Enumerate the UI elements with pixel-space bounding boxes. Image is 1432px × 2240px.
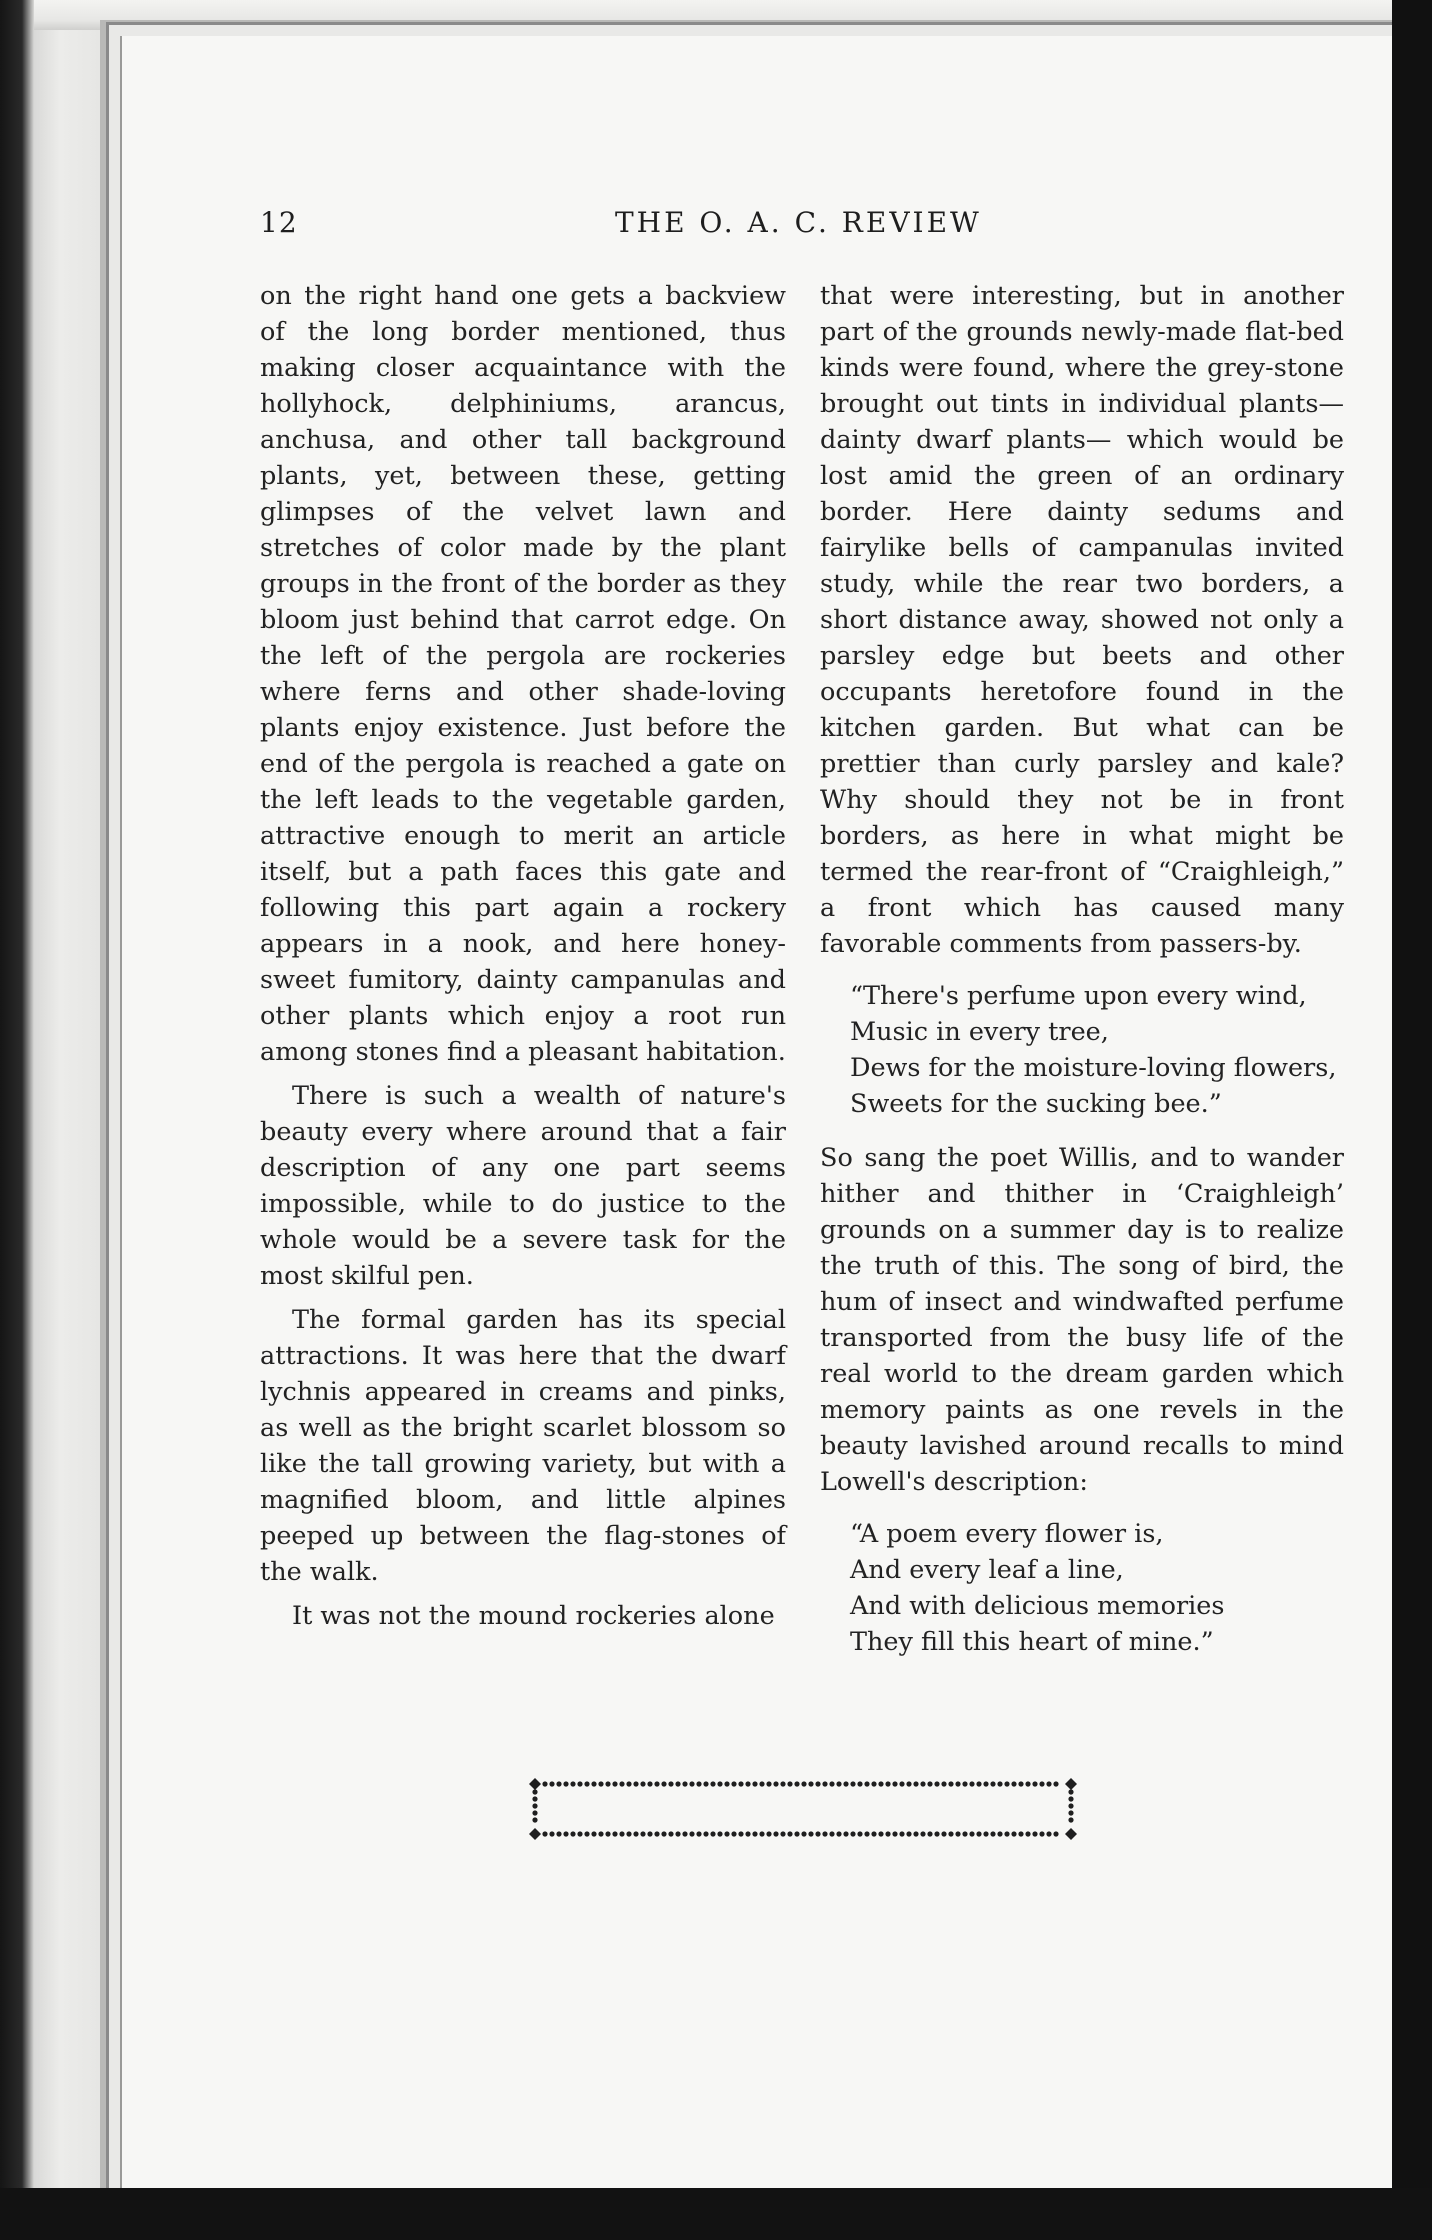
ornament-dot <box>773 1781 778 1786</box>
ornament-dot <box>675 1831 680 1836</box>
ornament-dot <box>1053 1831 1058 1836</box>
ornament-dot <box>815 1781 820 1786</box>
ornament-dot <box>542 1781 547 1786</box>
ornament-dot <box>983 1831 988 1836</box>
ornament-dot <box>836 1781 841 1786</box>
ornament-dot <box>948 1781 953 1786</box>
ornament-dot <box>899 1831 904 1836</box>
ornament-diamond-bottom-left <box>529 1828 541 1840</box>
ornament-dot <box>703 1831 708 1836</box>
ornament-dot <box>857 1781 862 1786</box>
ornament-dot <box>570 1831 575 1836</box>
ornament-dot <box>577 1781 582 1786</box>
ornament-dot <box>955 1831 960 1836</box>
ornament-dot <box>892 1831 897 1836</box>
ornament-dot <box>532 1810 537 1815</box>
ornament-dot <box>990 1831 995 1836</box>
ornament-dot <box>1068 1789 1073 1794</box>
ornament-dot <box>969 1781 974 1786</box>
ornament-dot <box>591 1831 596 1836</box>
ornament-dot <box>696 1781 701 1786</box>
ornament-dot <box>843 1831 848 1836</box>
ornament-dot <box>885 1831 890 1836</box>
ornament-dot <box>864 1831 869 1836</box>
ornament-dot <box>864 1781 869 1786</box>
ornament-dot <box>892 1781 897 1786</box>
verse-line: And with delicious memories <box>850 1591 1225 1621</box>
ornament-dot <box>626 1831 631 1836</box>
ornament-dot <box>640 1831 645 1836</box>
paragraph: The formal garden has its special attractions. It was here that the dwarf lychnis appeared in creams and pinks, as well as the bright scarlet blossom so like the tall growing variety, but with a magnified bloom, and little alpines peeped up between the flag-stones of the walk. <box>260 1305 786 1587</box>
ornament-dot <box>689 1831 694 1836</box>
ornament-dot <box>941 1831 946 1836</box>
ornament-dot <box>584 1831 589 1836</box>
ornament-dot <box>661 1831 666 1836</box>
ornament-dot <box>1053 1781 1058 1786</box>
ornament-dot <box>738 1831 743 1836</box>
verse-line: And every leaf a line, <box>850 1555 1124 1585</box>
ornament-dot <box>850 1781 855 1786</box>
paragraph: There is such a wealth of nature's beauty every where around that a fair description of any one part seems impossible, while to do justice to the whole would be a severe task for the most skilful pen. <box>260 1081 786 1291</box>
ornament-dot <box>955 1781 960 1786</box>
ornament-dot <box>668 1831 673 1836</box>
paragraph: So sang the poet Willis, and to wander hither and thither in ‘Craighleigh’ grounds on a summer day is to realize the truth of this. The song of bird, the hum of insect and windwafted perfume transported from the busy life of the real world to the dream garden which memory paints as one revels in the beauty lavished around recalls to mind Lowell's description: <box>820 1143 1344 1497</box>
ornament-dot <box>759 1781 764 1786</box>
ornament-dot <box>871 1831 876 1836</box>
ornament-dot <box>532 1803 537 1808</box>
ornament-dot <box>1068 1803 1073 1808</box>
ornament-diamond-top-right <box>1065 1778 1077 1790</box>
ornament-dot <box>997 1831 1002 1836</box>
ornament-dot <box>598 1781 603 1786</box>
ornament-dot <box>836 1831 841 1836</box>
ornament-dot <box>983 1781 988 1786</box>
ornament-dot <box>605 1781 610 1786</box>
ornament-dot <box>542 1831 547 1836</box>
ornament-dot <box>731 1831 736 1836</box>
running-title: THE O. A. C. REVIEW <box>615 206 982 239</box>
ornament-dot <box>717 1781 722 1786</box>
ornament-dot <box>682 1781 687 1786</box>
paragraph: It was not the mound rockeries alone <box>292 1601 775 1631</box>
verse-line: They fill this heart of mine.” <box>850 1627 1214 1657</box>
ornament-dot <box>885 1781 890 1786</box>
ornament-dot <box>969 1831 974 1836</box>
ornament-dot <box>787 1781 792 1786</box>
ornament-dot <box>787 1831 792 1836</box>
ornament-dot <box>808 1781 813 1786</box>
ornament-dot <box>731 1781 736 1786</box>
ornament-dot <box>843 1781 848 1786</box>
ornament-diamond-bottom-right <box>1065 1828 1077 1840</box>
ornament-dot <box>976 1781 981 1786</box>
verse-willis <box>850 978 1344 1122</box>
verse-line: Sweets for the sucking bee.” <box>850 1089 1222 1119</box>
ornament-dot <box>577 1831 582 1836</box>
ornament-dot <box>899 1781 904 1786</box>
ornament-dot <box>654 1781 659 1786</box>
ornament-dot <box>633 1781 638 1786</box>
ornament-dot <box>878 1831 883 1836</box>
ornament-dot <box>619 1831 624 1836</box>
ornament-dot <box>532 1796 537 1801</box>
right-column <box>820 278 1344 1678</box>
ornament-dot <box>927 1781 932 1786</box>
ornament-dot <box>906 1781 911 1786</box>
ornament-dot <box>948 1831 953 1836</box>
left-column <box>260 278 786 1634</box>
ornament-dot <box>920 1831 925 1836</box>
ornament-dot <box>829 1781 834 1786</box>
ornament-dot <box>647 1831 652 1836</box>
ornament-dot <box>556 1781 561 1786</box>
ornament-dot <box>1068 1810 1073 1815</box>
ornament-dot <box>941 1781 946 1786</box>
ornament-dot <box>871 1781 876 1786</box>
ornament-dot <box>962 1781 967 1786</box>
ornament-dot <box>717 1831 722 1836</box>
ornament-dot <box>563 1831 568 1836</box>
ornament-dot <box>682 1831 687 1836</box>
ornament-dot <box>1068 1817 1073 1822</box>
scan-dark-edge-bottom <box>0 2188 1432 2240</box>
ornament-dot <box>661 1781 666 1786</box>
ornament-dot <box>724 1831 729 1836</box>
ornament-dot <box>710 1831 715 1836</box>
ornament-dot <box>1025 1831 1030 1836</box>
verse-line: “There's perfume upon every wind, <box>850 981 1307 1011</box>
ornament-dot <box>906 1831 911 1836</box>
ornament-dot <box>794 1831 799 1836</box>
ornament-dot <box>822 1781 827 1786</box>
ornament-dot <box>976 1831 981 1836</box>
ornament-dot <box>773 1831 778 1836</box>
ornament-dot <box>759 1831 764 1836</box>
ornament-dot <box>815 1831 820 1836</box>
verse-line: “A poem every flower is, <box>850 1519 1164 1549</box>
ornament-dot <box>752 1781 757 1786</box>
ornament-dot <box>857 1831 862 1836</box>
ornament-dot <box>647 1781 652 1786</box>
ornament-dot <box>913 1831 918 1836</box>
ornament-dot <box>962 1831 967 1836</box>
ornament-dot <box>927 1831 932 1836</box>
ornament-dot <box>766 1781 771 1786</box>
verse-line: Dews for the moisture-loving flowers, <box>850 1053 1337 1083</box>
ornament-dot <box>1011 1781 1016 1786</box>
decorative-border-ornament <box>525 1776 1081 1842</box>
ornament-dot <box>1046 1831 1051 1836</box>
ornament-dot <box>1032 1781 1037 1786</box>
ornament-dot <box>605 1831 610 1836</box>
ornament-dot <box>745 1781 750 1786</box>
ornament-dot <box>1018 1831 1023 1836</box>
ornament-dot <box>626 1781 631 1786</box>
ornament-dot <box>689 1781 694 1786</box>
ornament-dot <box>563 1781 568 1786</box>
ornament-dot <box>556 1831 561 1836</box>
ornament-dot <box>913 1781 918 1786</box>
paragraph: on the right hand one gets a backview of the long border mentioned, thus making closer acquaintance with the hollyhock, delphiniums, arancus, anchusa, and other tall background plants, yet, between these, getting glimpses of the velvet lawn and stretches of color made by the plant groups in the front of the border as they bloom just behind that carrot edge. On the left of the pergola are rockeries where ferns and other shade-loving plants enjoy existence. Just before the end of the pergola is reached a gate on the left leads to the vegetable garden, attractive enough to merit an article itself, but a path faces this gate and following this part again a rockery appears in a nook, and here honey-sweet fumitory, dainty campanulas and other plants which enjoy a root run among stones find a pleasant habitation. <box>260 281 786 1067</box>
ornament-dot <box>591 1781 596 1786</box>
ornament-dot <box>570 1781 575 1786</box>
verse-lowell <box>850 1516 1344 1660</box>
ornament-dot <box>549 1831 554 1836</box>
ornament-dot <box>997 1781 1002 1786</box>
ornament-dot <box>794 1781 799 1786</box>
ornament-dot <box>696 1831 701 1836</box>
ornament-dot <box>1011 1831 1016 1836</box>
ornament-dot <box>1025 1781 1030 1786</box>
ornament-dot <box>612 1831 617 1836</box>
ornament-dot <box>1046 1781 1051 1786</box>
ornament-dot <box>619 1781 624 1786</box>
ornament-diamond-top-left <box>529 1778 541 1790</box>
ornament-dot <box>1004 1831 1009 1836</box>
ornament-dot <box>780 1781 785 1786</box>
ornament-dot <box>1018 1781 1023 1786</box>
ornament-dot <box>532 1817 537 1822</box>
scan-dark-edge-right <box>1392 0 1432 2240</box>
ornament-dot <box>850 1831 855 1836</box>
ornament-dot <box>1068 1796 1073 1801</box>
ornament-dot <box>752 1831 757 1836</box>
ornament-dot <box>766 1831 771 1836</box>
ornament-dot <box>668 1781 673 1786</box>
ornament-dot <box>934 1781 939 1786</box>
ornament-dot <box>738 1781 743 1786</box>
ornament-dot <box>654 1831 659 1836</box>
ornament-dot <box>878 1781 883 1786</box>
ornament-dot <box>584 1781 589 1786</box>
ornament-dot <box>1039 1831 1044 1836</box>
ornament-dot <box>920 1781 925 1786</box>
paragraph: that were interesting, but in another part of the grounds newly-made flat-bed kinds were found, where the grey-stone brought out tints in individual plants—dainty dwarf plants— which would be lost amid the green of an ordinary border. Here dainty sedums and fairylike bells of campanulas invited study, while the rear two borders, a short distance away, showed not only a parsley edge but beets and other occupants heretofore found in the kitchen garden. But what can be prettier than curly parsley and kale? Why should they not be in front borders, as here in what might be termed the rear-front of “Craighleigh,” a front which has caused many favorable comments from passers-by. <box>820 281 1344 959</box>
ornament-dot <box>612 1781 617 1786</box>
ornament-dot <box>703 1781 708 1786</box>
ornament-dot <box>598 1831 603 1836</box>
ornament-dot <box>801 1781 806 1786</box>
ornament-dot <box>675 1781 680 1786</box>
ornament-dot <box>710 1781 715 1786</box>
ornament-dot <box>1032 1831 1037 1836</box>
page-number: 12 <box>260 206 298 239</box>
page-header <box>260 206 1020 246</box>
ornament-dot <box>934 1831 939 1836</box>
ornament-dot <box>532 1789 537 1794</box>
ornament-dot <box>808 1831 813 1836</box>
ornament-dot <box>780 1831 785 1836</box>
ornament-dot <box>745 1831 750 1836</box>
ornament-dot <box>829 1831 834 1836</box>
ornament-dot <box>1004 1781 1009 1786</box>
ornament-dot <box>1039 1781 1044 1786</box>
ornament-dot <box>640 1781 645 1786</box>
ornament-dot <box>633 1831 638 1836</box>
ornament-dot <box>822 1831 827 1836</box>
verse-line: Music in every tree, <box>850 1017 1109 1047</box>
ornament-dot <box>990 1781 995 1786</box>
ornament-dot <box>549 1781 554 1786</box>
ornament-dot <box>801 1831 806 1836</box>
ornament-dot <box>724 1781 729 1786</box>
